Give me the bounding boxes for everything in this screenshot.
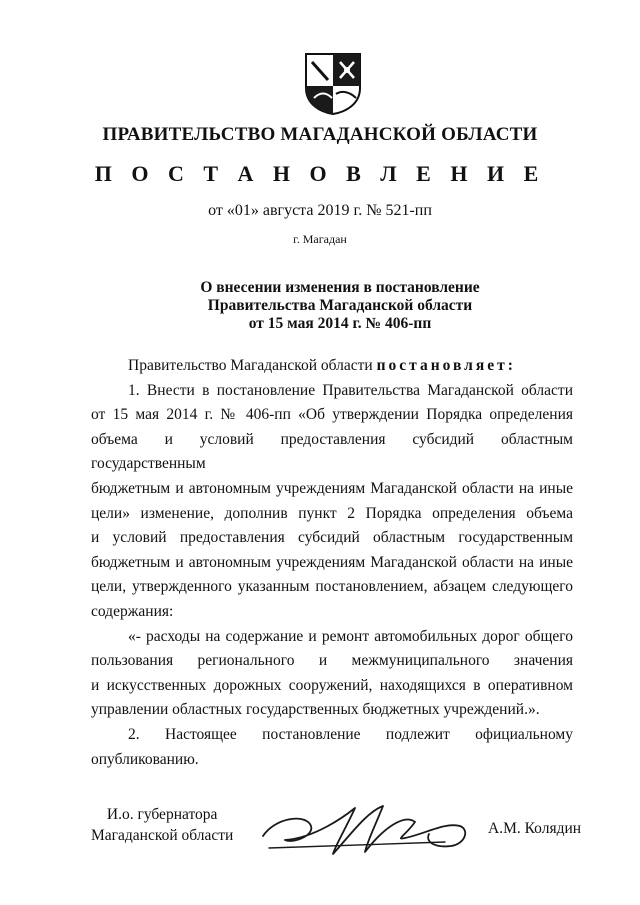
text-line: содержания:	[91, 602, 174, 620]
organization-name: ПРАВИТЕЛЬСТВО МАГАДАНСКОЙ ОБЛАСТИ	[102, 124, 538, 145]
text-line: и искусственных дорожных сооружений, находящихся в оперативном	[91, 676, 573, 694]
document-type: П О С Т А Н О В Л Е Н И Е	[94, 161, 546, 186]
text-line: и условий предоставления субсидий областным государственным	[91, 529, 573, 547]
text-line: 2. Настоящее постановление подлежит официальному	[128, 725, 573, 743]
decree-body	[91, 354, 573, 772]
document-city: г. Магадан	[293, 232, 347, 246]
document-subject	[20, 279, 640, 333]
document-date-number: от «01» августа 2019 г. № 521-пп	[208, 202, 432, 219]
signatory-name: А.М. Колядин	[488, 820, 582, 837]
text-line: пользования регионального и межмуниципального значения	[91, 652, 573, 670]
text-line: объема и условий предоставления субсидий областным государственным	[91, 430, 573, 473]
text-line: 1. Внести в постановление Правительства Магаданской области	[128, 381, 573, 399]
text-line: от 15 мая 2014 г. № 406-пп «Об утверждении Порядка определения	[91, 406, 573, 424]
text-line: опубликованию.	[91, 750, 199, 768]
subject-line: Правительства Магаданской области	[207, 297, 473, 314]
item-2	[91, 723, 573, 772]
text-line: цели» изменение, дополнив пункт 2 Порядка определения объема	[91, 504, 573, 522]
decree-intro	[91, 354, 573, 379]
text-line: бюджетным и автономным учреждениям Магаданской области на иные	[91, 479, 573, 497]
coat-of-arms-icon	[302, 50, 364, 116]
item-1	[91, 379, 573, 625]
intro-prefix: Правительство Магаданской области	[128, 357, 373, 374]
subject-line: О внесении изменения в постановление	[200, 279, 480, 296]
signatory-title	[91, 804, 233, 846]
subject-line: от 15 мая 2014 г. № 406-пп	[248, 315, 432, 332]
intro-decree-word: постановляет:	[376, 357, 516, 374]
signatory-title-line: Магаданской области	[91, 827, 234, 844]
text-line: цели, утвержденного указанным постановлением, абзацем следующего	[91, 578, 573, 596]
text-line: управлении областных государственных бюджетных учреждений.».	[91, 701, 540, 719]
text-line: бюджетным и автономным учреждениям Магаданской области на иные	[91, 553, 573, 571]
signatory-title-line: И.о. губернатора	[106, 806, 218, 823]
text-line: «- расходы на содержание и ремонт автомобильных дорог общего	[128, 627, 573, 645]
quoted-paragraph	[91, 625, 573, 723]
handwritten-signature	[255, 796, 480, 866]
